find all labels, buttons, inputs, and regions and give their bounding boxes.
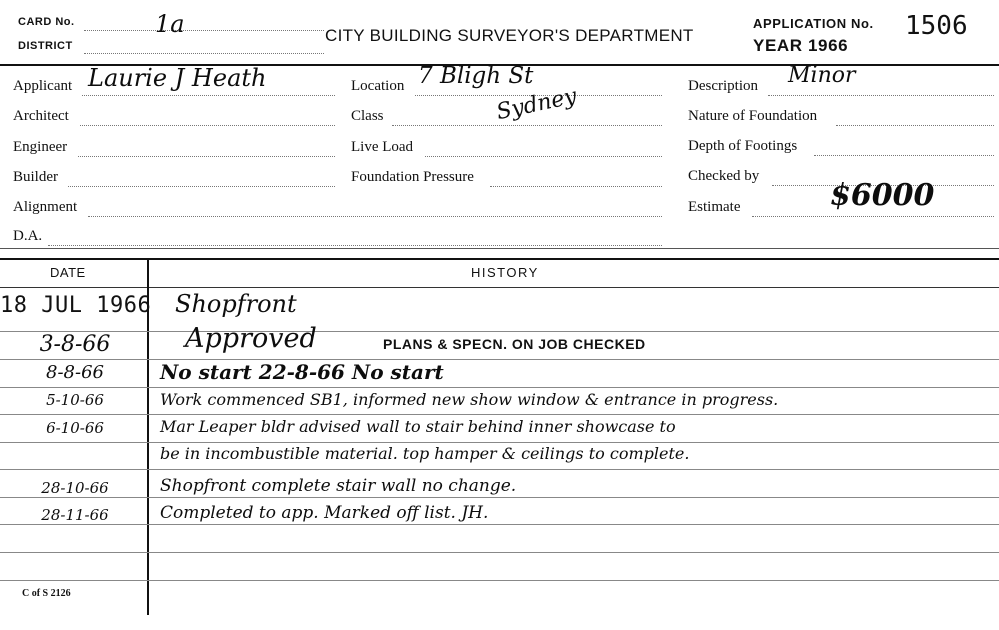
- estimate-label: Estimate: [688, 199, 741, 215]
- history-entry: Approved: [185, 323, 317, 354]
- engineer-label: Engineer: [13, 139, 68, 155]
- history-rule: [0, 580, 999, 581]
- estimate-line: [752, 216, 994, 217]
- district-label: DISTRICT: [18, 40, 73, 52]
- foundation-pressure-line: [490, 186, 662, 187]
- live-load-line: [425, 156, 662, 157]
- history-date: 28-10-66: [41, 479, 109, 497]
- district-line: [84, 53, 324, 54]
- da-line: [48, 245, 662, 246]
- application-number: 1506: [905, 11, 968, 41]
- history-entry: Completed to app. Marked off list. JH.: [160, 503, 489, 523]
- history-entry: Work commenced SB1, informed new show window & entrance in progress.: [160, 390, 779, 409]
- application-label: APPLICATION No.: [753, 16, 874, 31]
- card-no-value: 1a: [155, 10, 185, 38]
- history-header-rule: [0, 287, 999, 288]
- depth-of-footings-line: [814, 155, 994, 156]
- builder-label: Builder: [13, 169, 58, 185]
- history-entry: be in incombustible material. top hamper & ceilings to complete.: [160, 444, 690, 463]
- form-code: C of S 2126: [22, 588, 71, 599]
- history-date: 3-8-66: [39, 332, 111, 357]
- class-line: [392, 125, 662, 126]
- card-no-label: CARD No.: [18, 16, 75, 28]
- history-rule: [0, 387, 999, 388]
- location-value: 7 Bligh St: [418, 63, 534, 89]
- fields-bottom-rule: [0, 248, 999, 249]
- history-rule: [0, 359, 999, 360]
- depth-of-footings-label: Depth of Footings: [688, 138, 798, 154]
- alignment-label: Alignment: [13, 199, 78, 215]
- live-load-label: Live Load: [351, 139, 414, 155]
- history-rule: [0, 552, 999, 553]
- engineer-line: [78, 156, 335, 157]
- applicant-value: Laurie J Heath: [88, 64, 267, 92]
- department-title: CITY BUILDING SURVEYOR'S DEPARTMENT: [325, 26, 694, 45]
- applicant-line: [82, 95, 335, 96]
- history-rule: [0, 442, 999, 443]
- history-rule: [0, 469, 999, 470]
- description-value: Minor: [788, 63, 856, 88]
- history-column-header: HISTORY: [471, 265, 539, 280]
- architect-line: [80, 125, 335, 126]
- architect-label: Architect: [13, 108, 69, 124]
- class-label: Class: [351, 108, 384, 124]
- builder-line: [68, 186, 335, 187]
- checked-by-label: Checked by: [688, 168, 760, 184]
- history-date: 18 JUL 1966: [0, 293, 152, 318]
- history-top-rule: [0, 258, 999, 260]
- alignment-line: [88, 216, 662, 217]
- nature-of-foundation-label: Nature of Foundation: [688, 108, 818, 124]
- nature-of-foundation-line: [836, 125, 994, 126]
- year-label: YEAR 1966: [753, 36, 849, 55]
- history-rule: [0, 497, 999, 498]
- history-entry: Mar Leaper bldr advised wall to stair behind inner showcase to: [160, 417, 676, 436]
- history-date: 28-11-66: [41, 506, 109, 524]
- description-label: Description: [688, 78, 758, 94]
- history-entry: Shopfront complete stair wall no change.: [160, 476, 517, 496]
- history-rule: [0, 414, 999, 415]
- estimate-value: $6000: [830, 178, 935, 213]
- card-no-line: [84, 30, 324, 31]
- class-value: Sydney: [494, 83, 579, 126]
- plans-checked-stamp: PLANS & SPECN. ON JOB CHECKED: [383, 336, 646, 352]
- history-entry: Shopfront: [175, 290, 297, 318]
- location-label: Location: [351, 78, 405, 94]
- history-entry: No start 22-8-66 No start: [160, 360, 444, 384]
- da-label: D.A.: [13, 228, 43, 244]
- date-column-header: DATE: [50, 265, 86, 280]
- history-date: 8-8-66: [46, 362, 104, 383]
- foundation-pressure-label: Foundation Pressure: [351, 169, 474, 185]
- description-line: [768, 95, 994, 96]
- history-date: 5-10-66: [46, 391, 104, 409]
- history-date: 6-10-66: [46, 419, 104, 437]
- applicant-label: Applicant: [13, 78, 73, 94]
- history-rule: [0, 524, 999, 525]
